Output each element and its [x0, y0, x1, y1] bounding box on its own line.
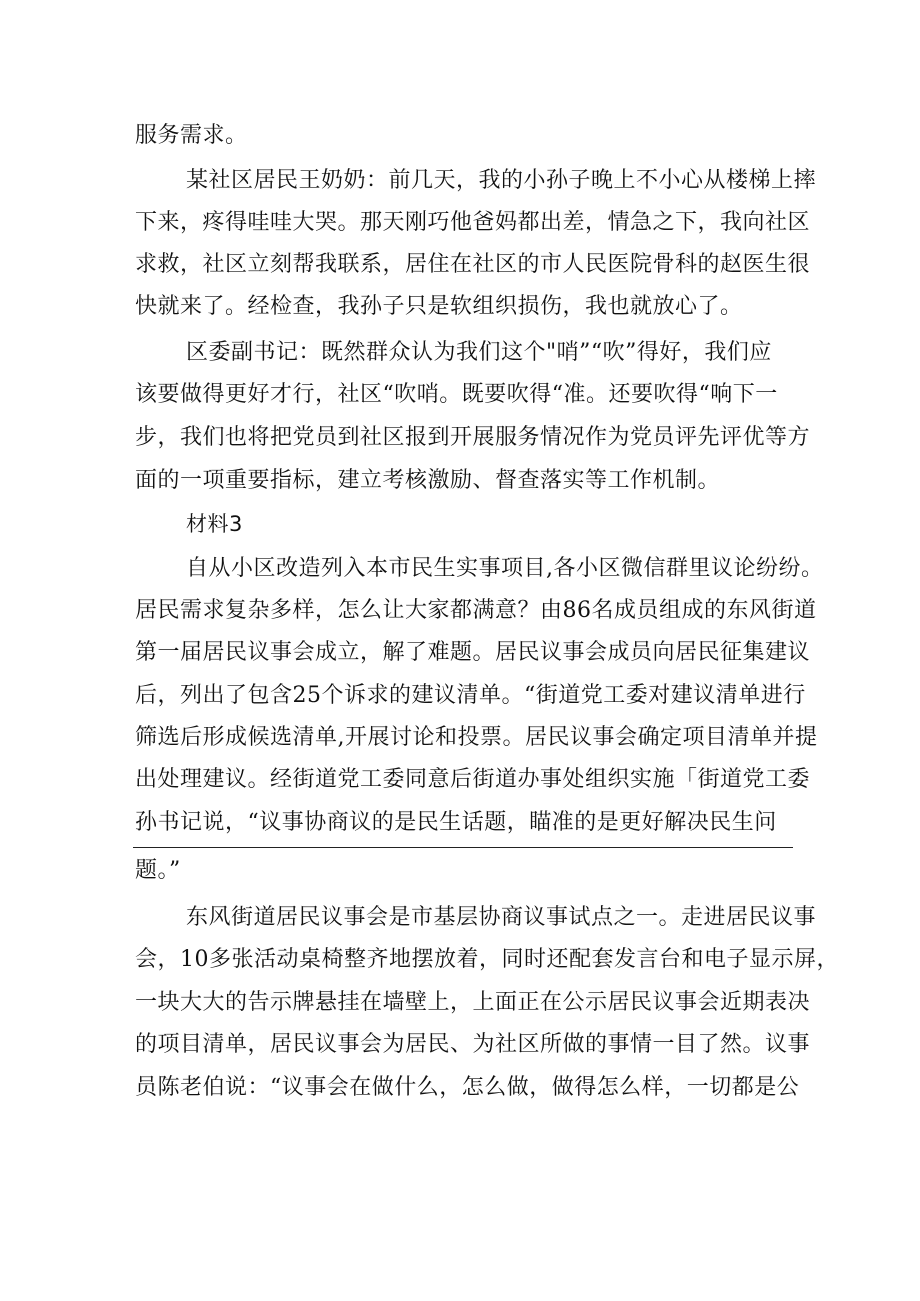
- paragraph-line: 员陈老伯说：“议事会在做什么，怎么做，做得怎么样，一切都是公: [135, 1075, 800, 1100]
- paragraph-line: 的项目清单，居民议事会为居民、为社区所做的事情一目了然。议事: [135, 1032, 811, 1057]
- paragraph-line: 出处理建议。经街道党工委同意后街道办事处组织实施「街道党工委: [135, 767, 811, 792]
- paragraph-line: 某社区居民王奶奶：前几天，我的小孙子晚上不小心从楼梯上摔: [186, 168, 817, 193]
- paragraph-line: 服务需求。: [135, 123, 248, 148]
- paragraph-line: 面的一项重要指标，建立考核激励、督查落实等工作机制。: [135, 468, 721, 493]
- paragraph-line: 快就来了。经检查，我孙子只是软组织损伤，我也就放心了。: [135, 294, 743, 319]
- paragraph-line: 筛选后形成候选清单,开展讨论和投票。居民议事会确定项目清单并提: [135, 725, 818, 750]
- paragraph-line: 第一届居民议事会成立，解了难题。居民议事会成员向居民征集建议: [135, 640, 811, 665]
- paragraph-line: 东风街道居民议事会是市基层协商议事试点之一。走进居民议事: [186, 905, 817, 930]
- paragraph-line: 自从小区改造列入本市民生实事项目,各小区微信群里议论纷纷。: [186, 556, 824, 581]
- section-heading: 材料3: [186, 512, 243, 536]
- paragraph-line: 区委副书记：既然群众认为我们这个"哨”“吹”得好，我们应: [186, 340, 772, 365]
- paragraph-line: 一块大大的告示牌悬挂在墙壁上，上面正在公示居民议事会近期表决: [135, 990, 811, 1015]
- paragraph-line: 该要做得更好才行，社区“吹哨。既要吹得“准。还要吹得“响下一: [135, 382, 778, 407]
- paragraph-line: 题。”: [135, 858, 181, 883]
- paragraph-line: 会，10多张活动桌椅整齐地摆放着，同时还配套发言台和电子显示屏，: [135, 947, 839, 972]
- paragraph-line: 下来，疼得哇哇大哭。那天刚巧他爸妈都出差，情急之下，我向社区: [135, 210, 811, 235]
- paragraph-line: 居民需求复杂多样，怎么让大家都满意？由86名成员组成的东风街道: [135, 598, 817, 623]
- paragraph-line: 步，我们也将把党员到社区报到开展服务情况作为党员评先评优等方: [135, 425, 811, 450]
- paragraph-line: 后，列出了包含25个诉求的建议清单。“街道党工委对建议清单进行: [135, 683, 806, 708]
- paragraph-line: 求救，社区立刻帮我联系，居住在社区的市人民医院骨科的赵医生很: [135, 252, 811, 277]
- paragraph-line: 孙书记说，“议事协商议的是民生话题，瞄准的是更好解决民生问: [135, 810, 777, 835]
- horizontal-rule: [133, 847, 793, 848]
